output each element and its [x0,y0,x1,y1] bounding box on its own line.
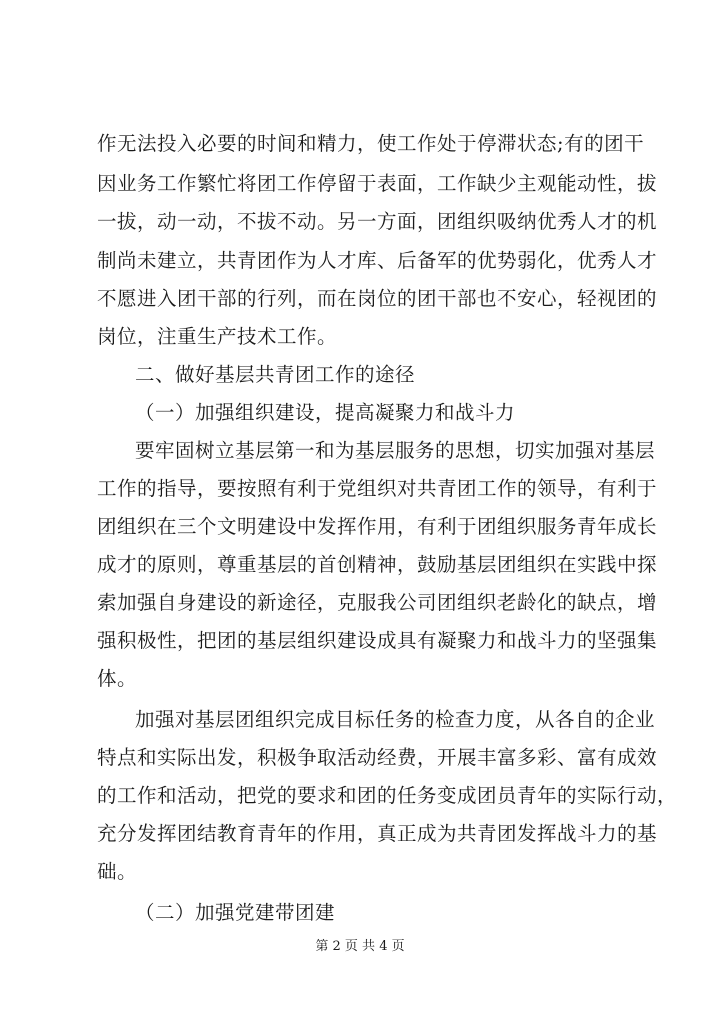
text-line: 成才的原则，尊重基层的首创精神，鼓励基层团组织在实践中探 [97,553,658,576]
text-line: 作无法投入必要的时间和精力，使工作处于停滞状态;有的团干 [97,132,645,155]
text-line: 的工作和活动，把党的要求和团的任务变成团员青年的实际行动， [97,784,678,807]
text-line: 岗位，注重生产技术工作。 [97,325,338,348]
text-line: 一拔，动一动，不拔不动。另一方面，团组织吸纳优秀人才的机 [97,210,658,233]
section-heading: 二、做好基层共青团工作的途径 [135,363,416,386]
text-line: 强积极性，把团的基层组织建设成具有凝聚力和战斗力的坚强集 [97,629,658,652]
text-line: 制尚未建立，共青团作为人才库、后备军的优势弱化，优秀人才 [97,249,658,272]
text-line: 团组织在三个文明建设中发挥作用，有利于团组织服务青年成长 [97,515,658,538]
text-line: 索加强自身建设的新途径，克服我公司团组织老龄化的缺点，增 [97,591,658,614]
subsection-heading: （一）加强组织建设，提高凝聚力和战斗力 [135,401,516,424]
text-line: 要牢固树立基层第一和为基层服务的思想，切实加强对基层 [135,439,656,462]
text-line: 特点和实际出发，积极争取活动经费，开展丰富多彩、富有成效 [97,746,658,769]
subsection-heading: （二）加强党建带团建 [135,901,336,924]
text-line: 工作的指导，要按照有利于党组织对共青团工作的领导，有利于 [97,477,658,500]
text-line: 因业务工作繁忙将团工作停留于表面，工作缺少主观能动性，拔 [97,172,658,195]
text-line: 充分发挥团结教育青年的作用，真正成为共青团发挥战斗力的基 [97,822,658,845]
text-line: 础。 [97,860,138,883]
text-line: 不愿进入团干部的行列，而在岗位的团干部也不安心，轻视团的 [97,287,658,310]
page-number-footer: 第 2 页 共 4 页 [315,939,405,954]
text-line: 体。 [97,667,138,690]
text-line: 加强对基层团组织完成目标任务的检查力度，从各自的企业 [135,708,656,731]
